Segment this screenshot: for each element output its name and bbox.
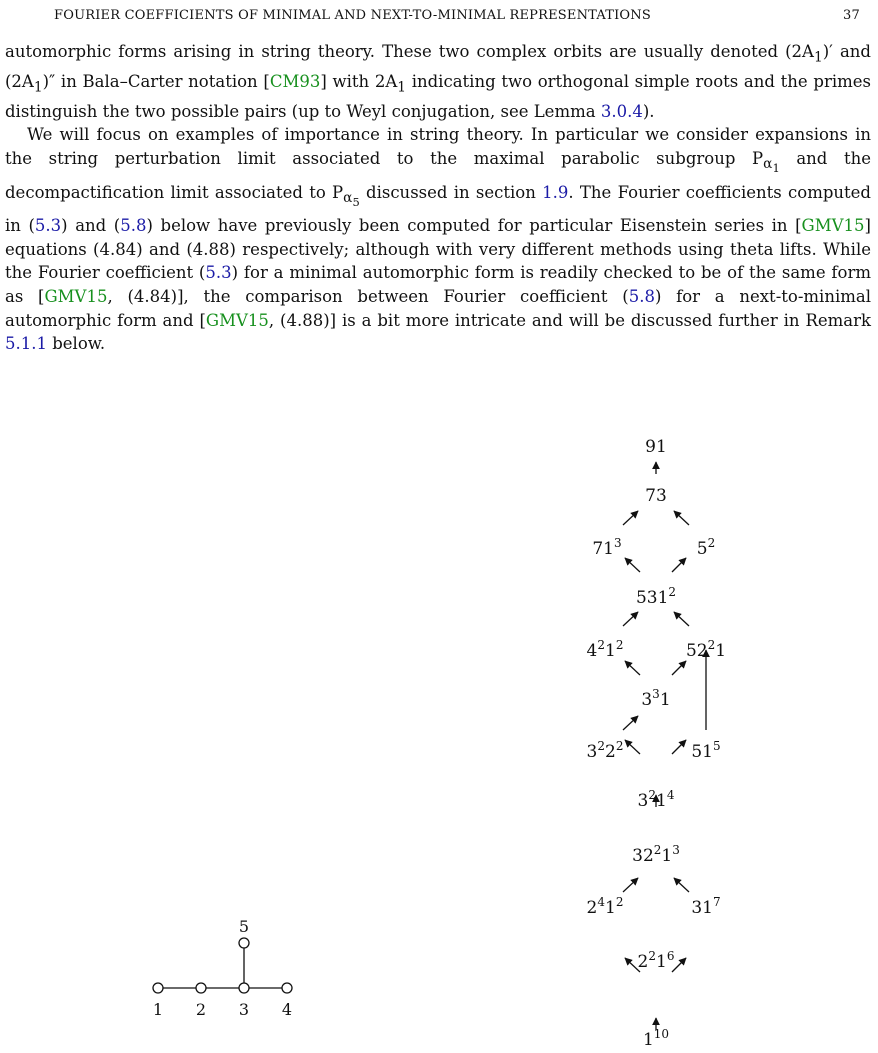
hasse-arrow — [672, 958, 686, 972]
orbit-node: $4^21^2$ — [586, 638, 624, 661]
orbit-node: $1^{10}$ — [642, 1027, 670, 1050]
paragraph-1: automorphic forms arising in string theory. These two complex orbits are usually denoted $(2A_1)'$ and $(2A_1)''$ in Bala–Carter notation [CM93] with $2A_1$ indicating two orthogonal simple roots and the primes distinguish the two possible pairs (up to Weyl conjugation, see Lemma 3.0.4). — [5, 42, 871, 121]
citation-gmv15[interactable]: GMV15 — [44, 287, 108, 307]
hasse-arrow — [623, 716, 638, 730]
hasse-arrow — [623, 511, 638, 525]
section-link[interactable]: 1.9 — [542, 182, 569, 202]
hasse-arrow — [674, 511, 689, 525]
equation-link-5-3[interactable]: 5.3 — [34, 216, 62, 236]
dynkin-label: 1 — [152, 1000, 164, 1019]
hasse-arrow — [625, 740, 640, 754]
page-number: 37 — [843, 8, 860, 23]
orbit-node: $51^5$ — [691, 739, 721, 762]
hasse-arrow — [672, 558, 686, 572]
orbit-node: $3^31$ — [641, 687, 671, 710]
equation-link-5-8[interactable]: 5.8 — [628, 287, 655, 307]
lemma-link[interactable]: 3.0.4 — [600, 101, 643, 121]
running-title: FOURIER COEFFICIENTS OF MINIMAL AND NEXT-TO-MINIMAL REPRESENTATIONS — [54, 8, 651, 23]
hasse-arrow — [623, 612, 638, 626]
orbit-node: $531^2$ — [635, 585, 677, 608]
orbit-node: $31^7$ — [691, 895, 721, 918]
dynkin-label: 2 — [195, 1000, 207, 1019]
hasse-arrow — [625, 661, 640, 675]
hasse-arrow — [674, 612, 689, 626]
orbit-node: $32^21^3$ — [632, 843, 680, 866]
orbit-node: 73 — [645, 486, 667, 506]
orbit-node: $3^22^2$ — [586, 739, 624, 762]
hasse-arrow — [623, 878, 638, 892]
page-header — [20, 8, 864, 28]
hasse-arrow — [625, 558, 640, 572]
body-text — [5, 40, 871, 356]
dynkin-label: 5 — [238, 917, 250, 936]
dynkin-node — [196, 983, 206, 993]
orbit-node: $71^3$ — [592, 536, 622, 559]
hasse-arrow — [672, 740, 686, 754]
dynkin-label: 3 — [238, 1000, 250, 1019]
equation-link-5-8[interactable]: 5.8 — [120, 216, 147, 236]
remark-link[interactable]: 5.1.1 — [5, 334, 47, 354]
orbit-node: 91 — [645, 437, 667, 457]
orbit-node: $2^21^6$ — [637, 949, 675, 972]
dynkin-label: 4 — [281, 1000, 293, 1019]
equation-link-5-3[interactable]: 5.3 — [205, 263, 232, 283]
citation-gmv15[interactable]: GMV15 — [801, 216, 865, 236]
orbit-node: $3^21^4$ — [637, 788, 675, 811]
orbit-node: $5^2$ — [696, 536, 716, 559]
orbit-node: $52^21$ — [685, 638, 727, 661]
citation-gmv15[interactable]: GMV15 — [205, 310, 269, 330]
dynkin-node — [239, 938, 249, 948]
orbit-node: $2^41^2$ — [586, 895, 624, 918]
dynkin-node — [153, 983, 163, 993]
dynkin-node — [282, 983, 292, 993]
dynkin-node — [239, 983, 249, 993]
hasse-arrow — [672, 661, 686, 675]
hasse-arrow — [625, 958, 640, 972]
hasse-arrow — [674, 878, 689, 892]
paragraph-2: We will focus on examples of importance in string theory. In particular we consider expansions in the string perturbation limit associated to the maximal parabolic subgroup $P_{\alpha_1}$ and the decompactification limit associated to $P_{\alpha_5}$ discussed in section 1.9. The Fourier coefficients computed in (5.3) and (5.8) below have previously been computed for particular Eisenstein series in [GMV15] equations (4.84) and (4.88) respectively; although with very different methods using theta lifts. While the Fourier coefficient (5.3) for a minimal automorphic form is readily checked to be of the same form as [GMV15, (4.84)], the comparison between Fourier coefficient (5.8) for a next-to-minimal automorphic form and [GMV15, (4.88)] is a bit more intricate and will be discussed further in Remark 5.1.1 below. — [5, 125, 871, 354]
citation-cm93[interactable]: CM93 — [269, 71, 321, 91]
